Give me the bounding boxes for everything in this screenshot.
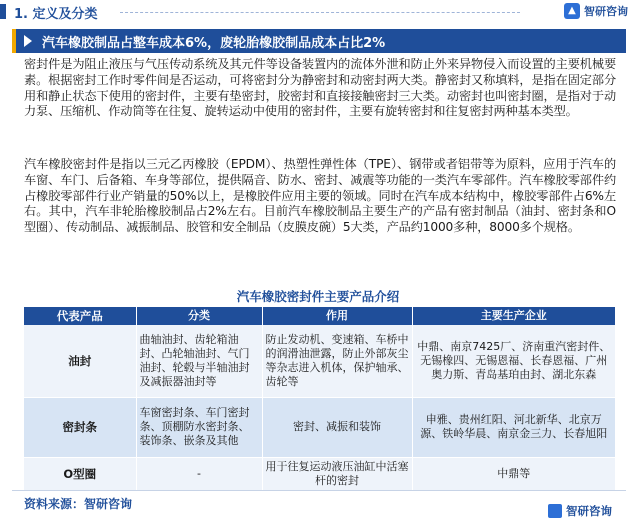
logo-text: 智研咨询	[584, 5, 628, 18]
table-row	[24, 325, 616, 397]
cell-function: 密封、减振和装饰	[262, 397, 412, 457]
column-header: 分类	[136, 307, 262, 325]
source-note: 资料来源：智研咨询	[24, 497, 133, 511]
cell-product: O型圈	[24, 457, 136, 491]
paragraph-1: 密封件是为阻止液压与气压传动系统及其元件等设备装置内的流体外泄和防止外来异物侵入而设置的主要机械要素。根据密封工作时零件间是否运动，可将密封分为静密封和动密封两大类。静密封又称填料，是指在固定部分用和静止状态下使用的密封件，主要有垫密封，胶密封和直接接触密封三大类。动密封也叫密封圈，是指对于动力泵、压缩机、作动筒等在往复、旋转运动中使用的密封件，主要有旋转密封和往复密封两种基本类型。	[24, 57, 616, 119]
cell-product: 油封	[24, 325, 136, 397]
title-bar	[12, 29, 626, 53]
column-header: 代表产品	[24, 307, 136, 325]
table-row	[24, 457, 616, 491]
arrow-right-icon	[24, 35, 32, 47]
paragraph-2: 汽车橡胶密封件是指以三元乙丙橡胶（EPDM）、热塑性弹性体（TPE）、钢带或者铝带等为原料，应用于汽车的车窗、车门、后备箱、车身等部位，提供隔音、防水、密封、减震等功能的一类汽车零部件。汽车橡胶零部件约占橡胶零部件行业产销量的50%以上，是橡胶件应用主要的领域。同时在汽车成本结构中，橡胶零部件占6%左右。其中，汽车非轮胎橡胶制品占2%左右。目前汽车橡胶制品主要生产的产品有密封制品（油封、密封条和O型圈）、传动制品、减振制品、胶管和安全制品（皮膜皮碗）5大类，产品约1000多种，8000多个规格。	[24, 157, 616, 235]
cell-product: 密封条	[24, 397, 136, 457]
column-header: 主要生产企业	[412, 307, 616, 325]
cell-classification: -	[136, 457, 262, 491]
section-marker	[0, 4, 6, 19]
footer-brand	[548, 503, 612, 519]
column-header: 作用	[262, 307, 412, 325]
table-header-row	[24, 307, 616, 325]
logo-icon: ▲	[564, 3, 580, 19]
cell-manufacturers: 中鼎等	[412, 457, 616, 491]
section-divider	[120, 12, 520, 13]
cell-classification: 曲轴油封、齿轮箱油封、凸轮轴油封、气门油封、轮毂与半轴油封及减振器油封等	[136, 325, 262, 397]
cell-manufacturers: 中鼎、南京7425厂、济南重汽密封件、无锡橡四、无锡恩福、长春恩福、广州奥力斯、青岛基珀由封、湖北东森	[412, 325, 616, 397]
section-header	[0, 0, 636, 24]
table-row	[24, 397, 616, 457]
products-table	[24, 307, 616, 492]
cell-function: 防止发动机、变速箱、车桥中的润滑油泄露，防止外部灰尘等杂志进入机体，保护轴承、齿轮等	[262, 325, 412, 397]
header-logo	[564, 3, 628, 19]
cell-function: 用于往复运动液压油缸中活塞杆的密封	[262, 457, 412, 491]
brand-icon	[548, 504, 562, 518]
cell-classification: 车窗密封条、车门密封条、顶棚防水密封条、装饰条、嵌条及其他	[136, 397, 262, 457]
cell-manufacturers: 申雅、贵州红阳、河北新华、北京万源、铁岭华晨、南京金三力、长春旭阳	[412, 397, 616, 457]
table-title: 汽车橡胶密封件主要产品介绍	[236, 289, 400, 304]
section-label: 1. 定义及分类	[14, 7, 98, 22]
page-title: 汽车橡胶制品占整车成本6%，废轮胎橡胶制品成本占比2%	[42, 36, 386, 51]
footer-divider	[12, 490, 626, 491]
brand-text: 智研咨询	[566, 504, 612, 518]
